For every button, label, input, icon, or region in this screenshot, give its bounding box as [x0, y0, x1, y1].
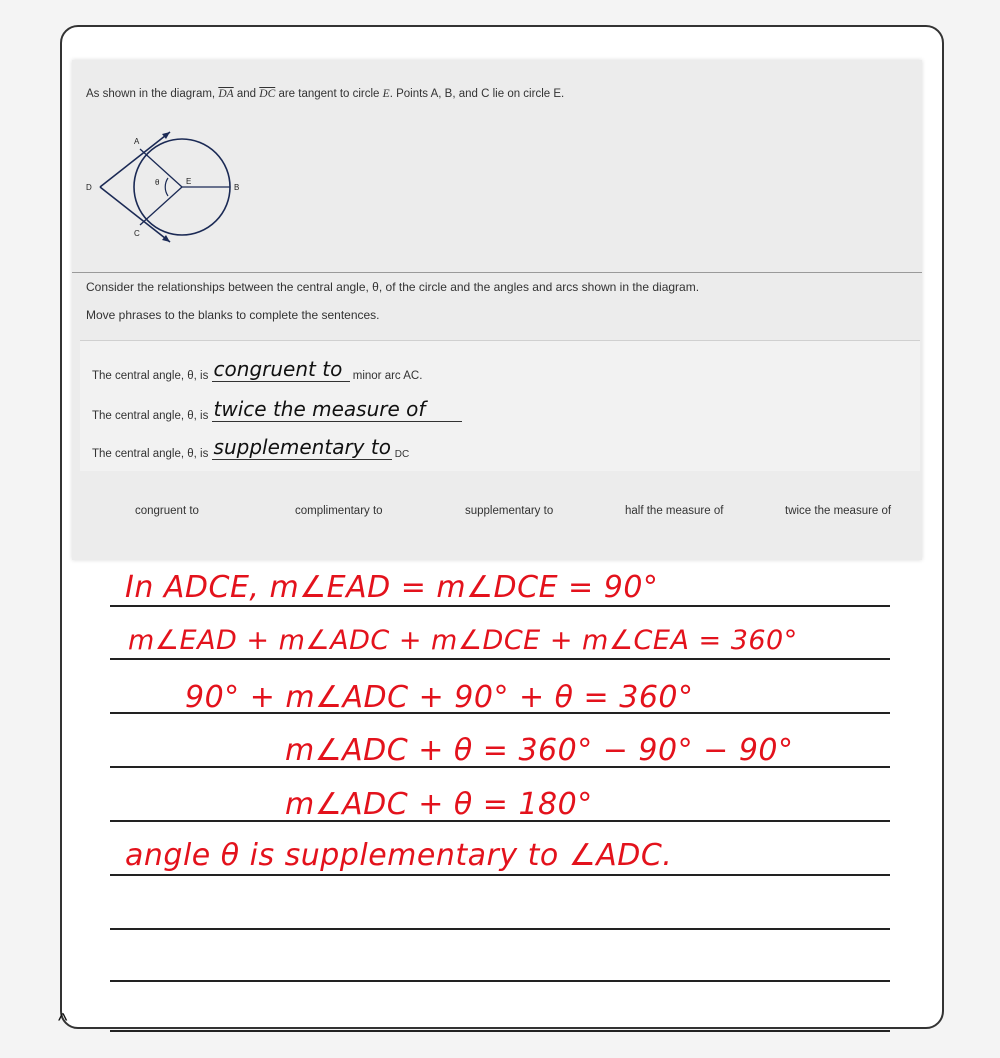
answer-3: supplementary to	[213, 435, 391, 459]
option-complimentary[interactable]: complimentary to	[295, 505, 383, 517]
answer-1: congruent to	[213, 357, 343, 381]
tangent-circle-diagram	[82, 122, 262, 252]
divider	[72, 272, 922, 273]
answer-2: twice the measure of	[213, 397, 426, 421]
ray-dc: $\overline{DC}$	[259, 88, 276, 100]
work-line-6: angle θ is supplementary to ∠ADC.	[125, 838, 673, 873]
label-b: B	[234, 183, 240, 192]
label-c: C	[134, 229, 140, 238]
problem-photo	[72, 60, 922, 560]
instructions-text: Move phrases to the blanks to complete the sentences.	[86, 308, 380, 322]
ruled-line	[110, 874, 890, 876]
ruled-line	[110, 928, 890, 930]
sentence-card	[80, 340, 920, 471]
label-theta: θ	[155, 178, 160, 187]
ruled-line	[110, 980, 890, 982]
work-line-5: m∠ADC + θ = 180°	[285, 787, 593, 822]
sentence-1: The central angle, θ, is congruent to minor arc AC.	[92, 357, 423, 382]
ruled-line	[110, 658, 890, 660]
work-line-4: m∠ADC + θ = 360° − 90° − 90°	[285, 733, 794, 768]
blank-2[interactable]	[212, 399, 462, 422]
ruled-line	[110, 605, 890, 607]
consider-text: Consider the relationships between the central angle, θ, of the circle and the angles and arcs shown in the diagram.	[86, 280, 700, 294]
option-congruent[interactable]: congruent to	[135, 505, 199, 517]
ray-da: $\overline{DA}$	[218, 88, 234, 100]
label-d: D	[86, 183, 92, 192]
blank-3[interactable]	[212, 437, 392, 460]
label-a: A	[134, 137, 140, 146]
label-e: E	[186, 177, 192, 186]
work-line-3: 90° + m∠ADC + 90° + θ = 360°	[185, 680, 694, 715]
work-line-2: m∠EAD + m∠ADC + m∠DCE + m∠CEA = 360°	[128, 625, 798, 656]
problem-intro: As shown in the diagram, $\overline{DA}$ and $\overline{DC}$ are tangent to circle E. Points A, B, and C lie on circle E.	[86, 88, 565, 100]
sentence-3: The central angle, θ, is supplementary to DC	[92, 435, 410, 460]
sentence-2: The central angle, θ, is twice the measure of	[92, 399, 462, 422]
work-line-1: In ADCE, m∠EAD = m∠DCE = 90°	[125, 570, 659, 605]
option-half-measure[interactable]: half the measure of	[625, 505, 724, 517]
ruled-line	[110, 1030, 890, 1032]
phrase-bank	[80, 485, 920, 545]
blank-1[interactable]	[212, 359, 350, 382]
option-twice-measure[interactable]: twice the measure of	[785, 505, 892, 517]
chevron-up-icon[interactable]: ^	[58, 1010, 68, 1032]
option-supplementary[interactable]: supplementary to	[465, 505, 554, 517]
